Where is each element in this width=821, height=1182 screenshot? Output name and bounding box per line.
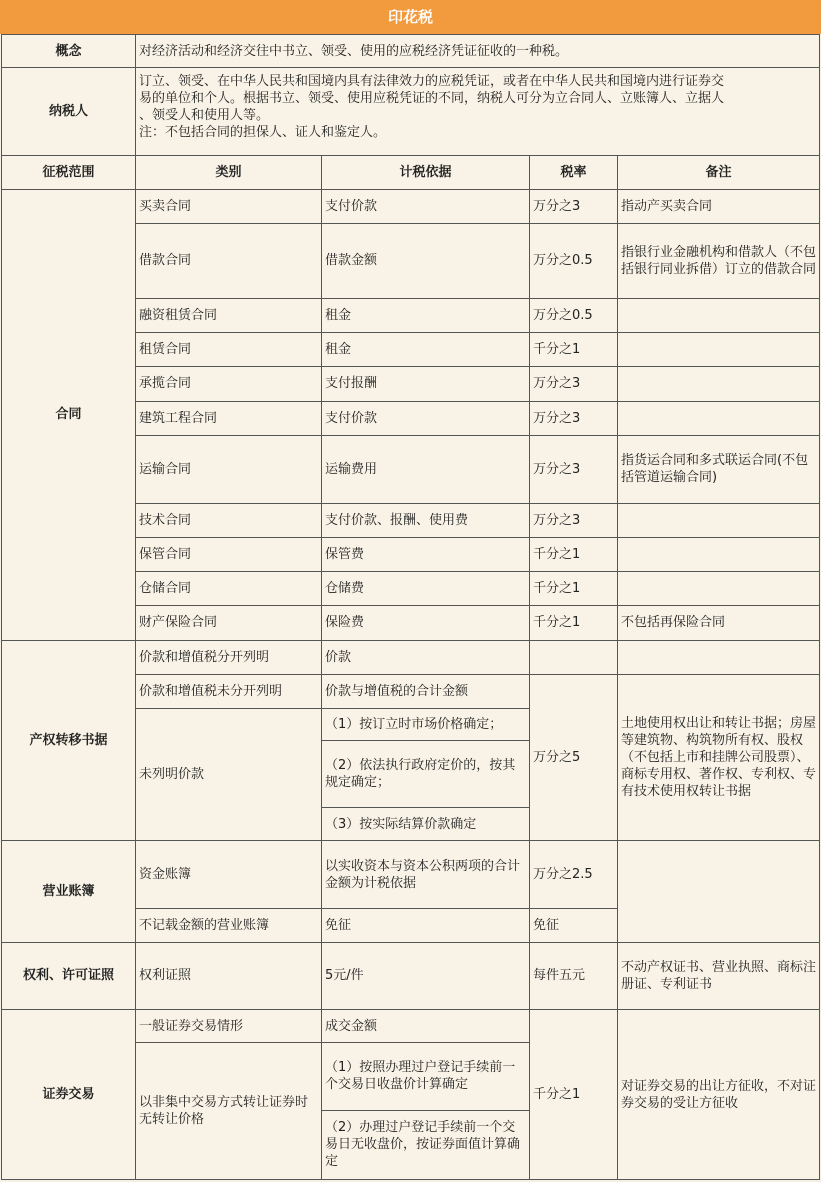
rate-cell: 免征 [530,908,618,942]
group-business-books: 营业账簿 [2,841,136,942]
category-cell: 保管合同 [136,538,322,572]
note-cell [618,333,820,367]
basis-cell: （3）按实际结算价款确定 [322,808,530,841]
table-row [2,640,820,674]
basis-cell: 支付报酬 [322,367,530,401]
category-cell: 融资租赁合同 [136,299,322,333]
basis-cell: 成交金额 [322,1010,530,1043]
rate-cell: 千分之1 [530,1010,618,1180]
stamp-tax-table [1,34,820,1180]
basis-cell: 以实收资本与资本公积两项的合计金额为计税依据 [322,841,530,908]
basis-cell: 保险费 [322,606,530,640]
category-cell: 仓储合同 [136,572,322,606]
note-cell [618,503,820,537]
basis-cell: 5元/件 [322,942,530,1009]
category-cell: 租赁合同 [136,333,322,367]
category-cell: 承揽合同 [136,367,322,401]
rate-cell: 每件五元 [530,942,618,1009]
basis-cell: 价款 [322,640,530,674]
taxpayer-row [2,68,820,155]
group-property-transfer: 产权转移书据 [2,640,136,841]
basis-cell: 运输费用 [322,435,530,503]
basis-cell: 借款金额 [322,223,530,298]
note-cell [618,572,820,606]
note-cell [618,401,820,435]
basis-cell: 保管费 [322,538,530,572]
note-cell-empty [618,640,820,674]
note-cell [618,299,820,333]
header-category: 类别 [136,155,322,189]
group-securities: 证券交易 [2,1010,136,1180]
note-cell: 对证券交易的出让方征收，不对证券交易的受让方征收 [618,1010,820,1180]
basis-cell: 价款与增值税的合计金额 [322,674,530,708]
header-row [2,155,820,189]
note-cell: 不动产权证书、营业执照、商标注册证、专利证书 [618,942,820,1009]
header-note: 备注 [618,155,820,189]
rate-cell: 千分之1 [530,333,618,367]
rate-cell: 万分之3 [530,189,618,223]
category-cell: 以非集中交易方式转让证券时无转让价格 [136,1043,322,1180]
note-cell-empty [618,841,820,942]
table-row [2,942,820,1009]
note-cell: 土地使用权出让和转让书据；房屋等建筑物、构筑物所有权、股权（不包括上市和挂牌公司股票）、商标专用权、著作权、专利权、专有技术使用权转让书据 [618,674,820,841]
group-contracts: 合同 [2,189,136,640]
category-cell: 借款合同 [136,223,322,298]
basis-cell: 仓储费 [322,572,530,606]
header-basis: 计税依据 [322,155,530,189]
taxpayer-label: 纳税人 [2,68,136,155]
rate-cell: 万分之3 [530,503,618,537]
category-cell: 技术合同 [136,503,322,537]
note-cell [618,367,820,401]
category-cell: 财产保险合同 [136,606,322,640]
taxpayer-line: 、领受人和使用人等。 [139,108,270,124]
taxpayer-note: 注：不包括合同的担保人、证人和鉴定人。 [139,125,387,141]
basis-cell: （1）按订立时市场价格确定； [322,708,530,740]
taxpayer-line: 订立、领受、在中华人民共和国境内具有法律效力的应税凭证，或者在中华人民共和国境内进行证券交 [139,74,725,90]
basis-cell: 免征 [322,908,530,942]
sheet-title: 印花税 [0,0,821,34]
taxpayer-text [136,68,820,155]
category-cell: 建筑工程合同 [136,401,322,435]
basis-cell: 支付价款、报酬、使用费 [322,503,530,537]
category-cell: 运输合同 [136,435,322,503]
category-cell: 未列明价款 [136,708,322,841]
note-cell: 指银行业金融机构和借款人（不包括银行同业拆借）订立的借款合同 [618,223,820,298]
concept-label: 概念 [2,35,136,68]
rate-cell: 千分之1 [530,572,618,606]
group-licenses: 权利、许可证照 [2,942,136,1009]
rate-cell: 万分之3 [530,401,618,435]
basis-cell: （1）按照办理过户登记手续前一个交易日收盘价计算确定 [322,1043,530,1110]
header-rate: 税率 [530,155,618,189]
table-row [2,189,820,223]
category-cell: 买卖合同 [136,189,322,223]
note-cell: 不包括再保险合同 [618,606,820,640]
basis-cell: 租金 [322,333,530,367]
rate-cell: 千分之1 [530,538,618,572]
basis-cell: （2）办理过户登记手续前一个交易日无收盘价，按证券面值计算确定 [322,1110,530,1180]
basis-cell: 支付价款 [322,401,530,435]
rate-cell: 万分之0.5 [530,299,618,333]
concept-text: 对经济活动和经济交往中书立、领受、使用的应税经济凭证征收的一种税。 [136,35,820,68]
note-cell: 指动产买卖合同 [618,189,820,223]
rate-cell: 万分之3 [530,367,618,401]
rate-cell: 千分之1 [530,606,618,640]
rate-cell-empty [530,640,618,674]
rate-cell: 万分之2.5 [530,841,618,908]
basis-cell: （2）依法执行政府定价的，按其规定确定； [322,740,530,807]
taxpayer-line: 易的单位和个人。根据书立、领受、使用应税凭证的不同，纳税人可分为立合同人、立账簿人、立据人 [139,91,725,107]
header-scope: 征税范围 [2,155,136,189]
rate-cell: 万分之0.5 [530,223,618,298]
basis-cell: 支付价款 [322,189,530,223]
note-cell [618,538,820,572]
rate-cell: 万分之5 [530,674,618,841]
note-cell: 指货运合同和多式联运合同(不包括管道运输合同) [618,435,820,503]
category-cell: 不记载金额的营业账簿 [136,908,322,942]
rate-cell: 万分之3 [530,435,618,503]
category-cell: 资金账簿 [136,841,322,908]
table-row [2,1010,820,1043]
category-cell: 价款和增值税分开列明 [136,640,322,674]
category-cell: 一般证券交易情形 [136,1010,322,1043]
category-cell: 权利证照 [136,942,322,1009]
category-cell: 价款和增值税未分开列明 [136,674,322,708]
basis-cell: 租金 [322,299,530,333]
table-row [2,841,820,908]
concept-row [2,35,820,68]
